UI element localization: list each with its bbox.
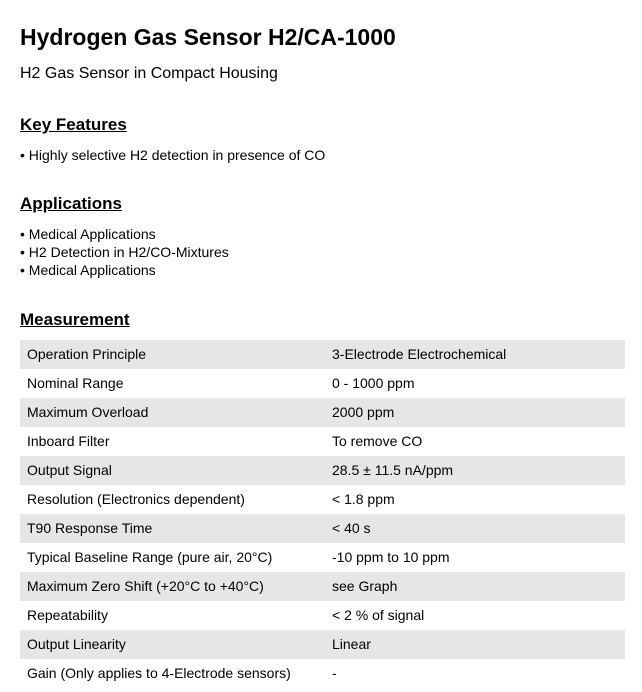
applications-list [20,225,229,279]
row-value: 2000 ppm [327,398,625,427]
row-value: - [332,665,337,681]
row-value: < 40 s [327,514,625,543]
row-label: Nominal Range [27,375,124,391]
table-row [20,514,625,543]
key-features-list [20,146,325,164]
row-label: Maximum Overload [20,398,327,427]
row-value: To remove CO [332,433,423,449]
page-title: Hydrogen Gas Sensor H2/CA-1000 [20,24,396,50]
table-row [20,572,625,601]
row-label: Typical Baseline Range (pure air, 20°C) [27,549,273,565]
list-item: • Medical Applications [20,261,229,279]
row-value: < 2 % of signal [332,607,425,623]
table-row [20,659,625,688]
row-value: 28.5 ± 11.5 nA/ppm [327,456,625,485]
table-row [20,543,625,572]
applications-heading: Applications [20,194,123,213]
row-value: -10 ppm to 10 ppm [332,549,450,565]
row-label: Output Linearity [20,630,327,659]
table-row [20,630,625,659]
table-row [20,369,625,398]
table-row [20,427,625,456]
row-label: Operation Principle [20,340,327,369]
list-item: • Highly selective H2 detection in presence of CO [20,146,325,164]
row-value: 0 - 1000 ppm [332,375,415,391]
list-item: • H2 Detection in H2/CO-Mixtures [20,243,229,261]
row-label: Resolution (Electronics dependent) [27,491,245,507]
row-value: 3-Electrode Electrochemical [327,340,625,369]
row-label: Output Signal [20,456,327,485]
key-features-heading: Key Features [20,115,127,134]
row-label: Inboard Filter [27,433,110,449]
page-subtitle: H2 Gas Sensor in Compact Housing [20,65,278,82]
row-value: < 1.8 ppm [332,491,395,507]
table-row [20,398,625,427]
row-label: Maximum Zero Shift (+20°C to +40°C) [20,572,327,601]
table-row [20,340,625,369]
table-row [20,456,625,485]
measurement-table [20,340,625,688]
list-item: • Medical Applications [20,225,229,243]
table-row [20,485,625,514]
row-label: Repeatability [27,607,108,623]
measurement-heading: Measurement [20,310,130,329]
row-value: see Graph [327,572,625,601]
row-label: T90 Response Time [20,514,327,543]
row-label: Gain (Only applies to 4-Electrode sensors) [27,665,291,681]
row-value: Linear [327,630,625,659]
table-row [20,601,625,630]
